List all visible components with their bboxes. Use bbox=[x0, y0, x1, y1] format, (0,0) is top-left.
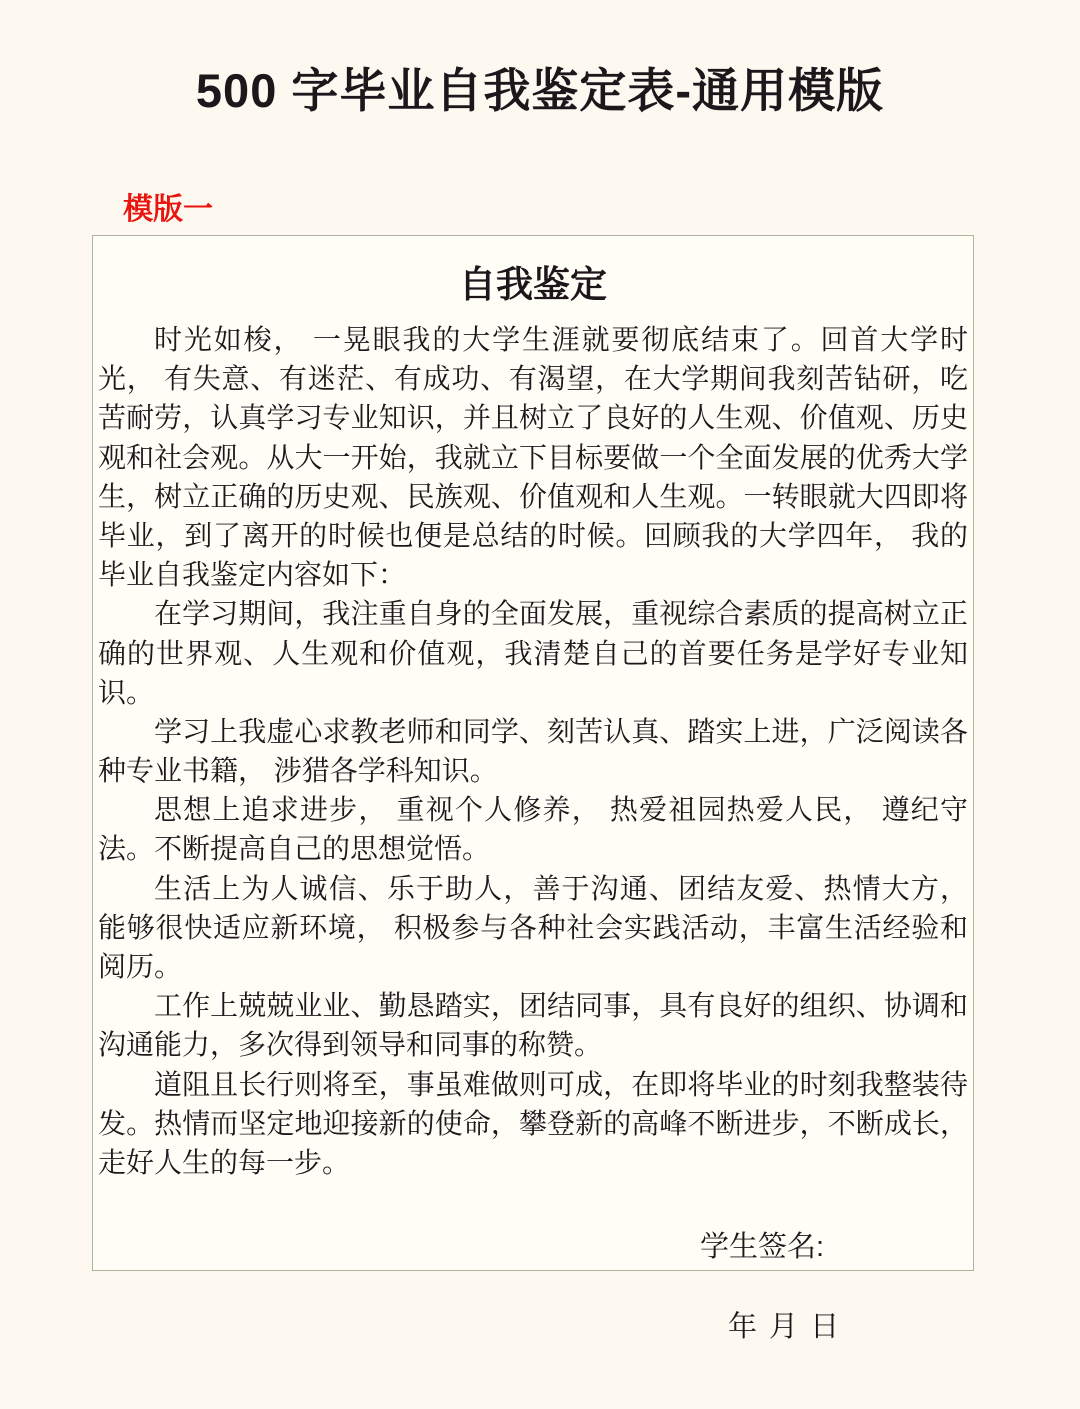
page-title: 500 字毕业自我鉴定表-通用模版 bbox=[195, 64, 885, 117]
paragraph: 生活上为人诚信、乐于助人，善于沟通、团结友爱、热情大方， 能够很快适应新环境， 积极参与各种社会实践活动，丰富生活经验和阅历。 bbox=[98, 872, 968, 982]
document-body bbox=[98, 320, 968, 1182]
document-box bbox=[92, 235, 974, 1344]
signature-label: 学生签名: bbox=[700, 1231, 825, 1264]
paragraph: 时光如梭， 一晃眼我的大学生涯就要彻底结束了。回首大学时光， 有失意、有迷茫、有成功、有渴望，在大学期间我刻苦钻研，吃苦耐劳，认真学习专业知识，并且树立了良好的人生观、价值观、历史观和社会观。从大一开始，我就立下目标要做一个全面发展的优秀大学生，树立正确的历史观、民族观、价值观和人生观。一转眼就大四即将毕业，到了离开的时候也便是总结的时候。回顾我的大学四年， 我的毕业自我鉴定内容如下： bbox=[98, 324, 968, 591]
paragraph: 学习上我虚心求教老师和同学、刻苦认真、踏实上进，广泛阅读各种专业书籍， 涉猎各学科知识。 bbox=[98, 715, 968, 787]
document-heading: 自我鉴定 bbox=[459, 264, 607, 305]
paragraph: 道阻且长行则将至，事虽难做则可成，在即将毕业的时刻我整装待发。热情而坚定地迎接新的使命，攀登新的高峰不断进步，不断成长，走好人生的每一步。 bbox=[98, 1068, 968, 1178]
paragraph: 在学习期间，我注重自身的全面发展，重视综合素质的提高树立正确的世界观、人生观和价值观，我清楚自己的首要任务是学好专业知识。 bbox=[98, 598, 968, 708]
paragraph: 思想上追求进步， 重视个人修养， 热爱祖园热爱人民， 遵纪守法。不断提高自己的思想觉悟。 bbox=[98, 794, 968, 865]
date-label: 年 月 日 bbox=[728, 1311, 842, 1344]
template-label: 模版一 bbox=[123, 193, 213, 226]
paragraph: 工作上兢兢业业、勤恳踏实，团结同事，具有良好的组织、协调和沟通能力，多次得到领导和同事的称赞。 bbox=[98, 990, 968, 1061]
